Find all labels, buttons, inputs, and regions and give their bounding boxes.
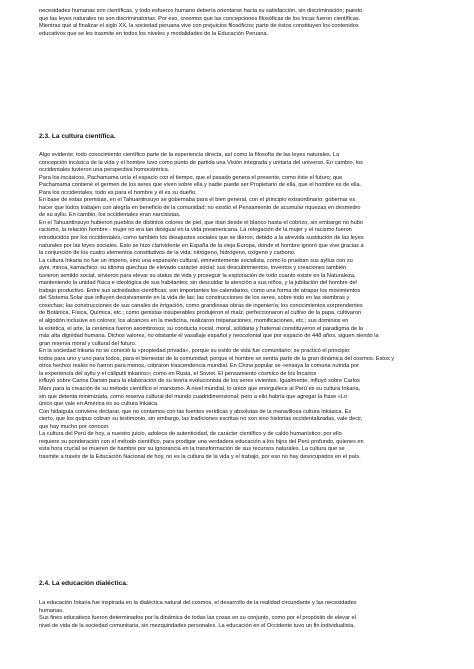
intro-paragraph: necesidades humanas son científicas, y todo esfuerzo humano debería orientarse hacia su satisfacción, sin discriminación; puesto que las leyes naturales no son discriminatorias. Por eso, creemos que las concepciones filosóficas de los Incas fueron científicas. Mientras que al finalizar el siglo XX, la sociedad peruana vive con prejuicios filosóficos; parte de éstos constituyen los contenidos educativos que se les trasmite en todos los niveles y modalidades de la Educación Peruana. [39,8,363,37]
section-heading-educacion: 2.4. La educación dialéctica. [39,580,128,587]
section-body-educacion: La educación Inkaria fue inspirada en la dialéctica natural del cosmos, el desarrollo de la realidad circundante y las necesidades humanas. Sus fines educativos fueron determinados por la dinámica de todas las cosas en su conjunto, como por el propósito de elevar el nivel de vida de la sociedad comunitaria, sin mezquindades personales. La educación en el Occidente tuvo un fin individualista, [39,600,357,629]
section-body-cultura: Algo evidente; todo conocimiento científico parte de la experiencia directa, así como la filosofía de las leyes naturales. La concepción incásica de la vida y el hombre tuvo como punto de partida una Visión integrada y unitaria del universo. En cambio, los occidentales tuvieron una perspectiva homocéntrica. Para los incásicos, Pachamama unía el espacio con el tiempo, que el pasado genera el presente, como éste el futuro; que Pachamama contiene el germen de los seres que viven sobre ella y nadie puede ser Propietario de ella, que el hombre es de ella. Para los occidentales, todo es para el hombre y él es su dueño. En base de estas premisas, en el Tahuantinsuyo se gobernaba para el bien general, con el principio extraordinario: gobernar es hacer que todos trabajen con alegría en beneficio de la comunidad; no existió el Pensamiento de acumular riquezas en desmedro de su ayllu. En cambio, los occidentales eran narcisistas. En el Tahuantinsuyo hubieron pueblos de distintos colores de piel, que iban desde el blanco hasta el cobrizo, sin embargo no hubo racismo, la relación hombre - mujer no era tan desigual en la vida preamericana. La relegación de la mujer y el racismo fueron introducidos por los occidentales, como también los desajustes sociales que se dieron, debido a la atrevida sustitución de las leyes naturales por las leyes sociales. Esto se hizo clarividente en España de la vieja Europa, donde el hombre ignoró que vive gracias a la conjunción de los cuatro elementos constitutivos de la vida: nitrógeno, hidrógeno, oxígeno y carbono. La cultura Inkaria no fue un imperio, sino una expansión cultural, eminentemente socialista, como lo prueban sus ayllus con su ayni, minca, kamachico; su idioma quechua de elevado carácter social; sus descubrimientos, inventos y creaciones también tuvieron sentido social, sirvieron para elevar su status de vida y proseguir la exploración de todo cuanto existe en la Naturaleza, manteniendo la unidad física e ideológica de sus habitantes; sin descuidar la atención a sus niños, y la jubilación del hombre del trabajo productivo. Entre sus actividades científicas, son importantes los calendarios, como una forma de atrapar los movimientos del Sistema Solar que influyen decisivamente en la vida de las; las construcciones de los seres, sobre todo en las siembras y cosechas; las construcciones de sus canales de irrigación, como grandiosas obras de ingeniería; los conocimientos sorprendentes de Botánica, Física, Química, etc.; como genistas insuperables produjeron el maíz, perfeccionaron el cultivo de la papa, cultivaron el algodón inclusive en colores; los alcances en la medicina, realizaron trepanaciones, momificaciones, etc.; sus dominios en la estética, el arte, la cerámica fueron asombrosos; su conducta social, moral, solidaria y fraternal constituyeron el paradigma de la más alta dignidad humana. Dichos valores, no obstante el vasallaje español y neocolonial que por espacio de 448 años, siguen siendo la gran reserva moral y cultural del futuro. En la sociedad Inkaria no se conoció la «propiedad privada», porque su estilo de vida fue comunitario; se practicó el principio: todos para uno y uno para todos, para el bienestar de la comunidad; porque el hombre se sentía parte de la gran dinámica del cosmos. Estos y otros hechos reales no fueron para menos, cobraron trascendencia mundial. En China popular se «ensaya la comuna nutrida por la experiencia del ayllu y el cáliputli inkarios»; como en Rusia, el Soviet. El pensamiento cósmico de los Incarios influyó sobre Carlos Darwin para la elaboración de su teoría evolucionista de los seres vivientes. Igualmente, influyó sobre Carlos Marx para la creación de su método científico el marxismo. A nivel mundial, lo único que enorgullece al Perú es su cultura Inkaria, sin que detenta minimizada, como reserva cultural del mundo cuadridimensional; pero a ello habría que agregar la frase «Lo único que vale en América es su cultura Inkaica. Con hidalguía conviene declarar, que no contamos con las fuentes verídicas y absolutas de la maravillosa cultura inkásica. Es cierto, que los quipus cobran su testimonio, sin embargo, las tradiciones escritas no son sino historias occidentalizadas, vale decir, que hay mucho por conocer. La cultura del Perú de hoy, a nuestro juicio, adolece de autenticidad, de carácter científico y de caldo humanístico; por ello requiere su ponderación con el método científico, para prodigar una verdadera educación a los hijos del Perú profundo, quienes en esta hora crucial se mueren de hambre por su ignorancia en la transformación de sus recursos naturales. La cultura que se trasmite a través de la Educación Nacional de hoy, no es la cultura de la vida y el trabajo, por eso no hay desocupados en el país. [39,152,395,460]
section-heading-cultura: 2.3. La cultura científica. [39,133,116,140]
